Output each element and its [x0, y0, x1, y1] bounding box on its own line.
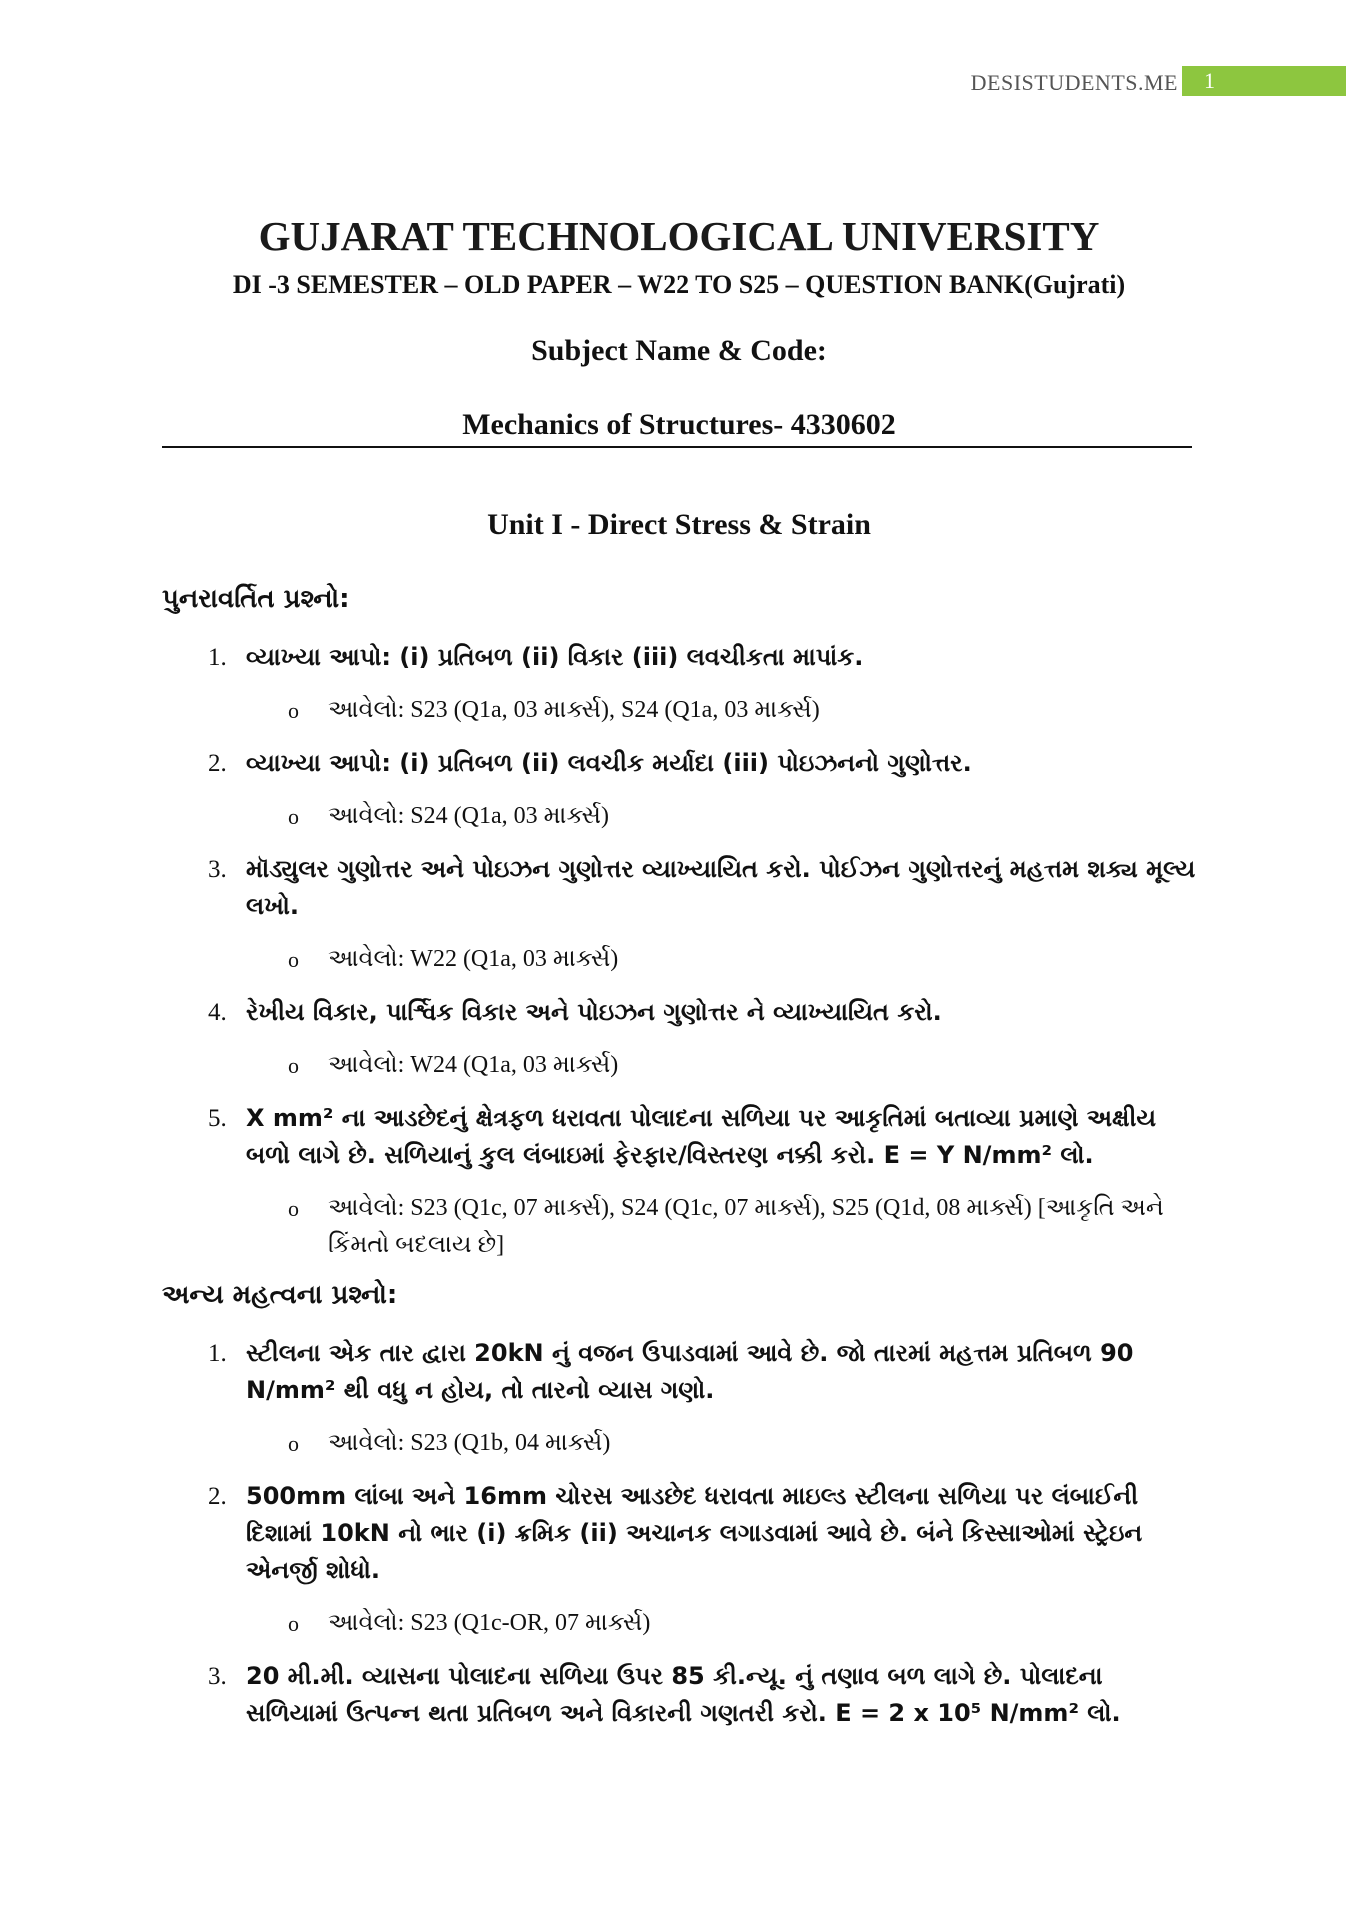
site-brand: DESISTUDENTS.ME: [970, 70, 1178, 95]
question-item: [162, 851, 1202, 925]
question-text: મૉડ્યુલર ગુણોત્તર અને પોઇઝન ગુણોત્તર વ્યાખ્યાયિત કરો. પોઈઝન ગુણોત્તરનું મહત્તમ શક્ય મૂલ્ય લખો.: [246, 855, 1196, 920]
circle-bullet-icon: o: [288, 1196, 299, 1221]
asked-text: આવેલો: S23 (Q1b, 04 માર્ક્સ): [328, 1430, 611, 1456]
question-number: 5.: [208, 1105, 227, 1132]
question-item: [162, 639, 1202, 676]
asked-info: [162, 1190, 1202, 1264]
question-text: સ્ટીલના એક તાર દ્વારા 20kN નું વજન ઉપાડવામાં આવે છે. જો તારમાં મહત્તમ પ્રતિબળ 90 N/mm² થી વધુ ન હોય, તો તારનો વ્યાસ ગણો.: [246, 1339, 1134, 1404]
question-number: 1.: [208, 644, 227, 671]
asked-info: [162, 1605, 1202, 1642]
page-number-badge: 1: [1182, 66, 1346, 96]
circle-bullet-icon: o: [288, 1053, 299, 1078]
asked-info: [162, 1047, 1202, 1084]
question-item: [162, 994, 1202, 1031]
asked-text: આવેલો: W24 (Q1a, 03 માર્ક્સ): [328, 1052, 619, 1078]
circle-bullet-icon: o: [288, 947, 299, 972]
asked-text: આવેલો: S24 (Q1a, 03 માર્ક્સ): [328, 803, 609, 829]
question-text: વ્યાખ્યા આપો: (i) પ્રતિબળ (ii) વિકાર (iii) લવચીકતા માપાંક.: [246, 643, 864, 671]
question-text: 20 મી.મી. વ્યાસના પોલાદના સળિયા ઉપર 85 કી.ન્યૂ. નું તણાવ બળ લાગે છે. પોલાદના સળિયામાં ઉત્પન્ન થતા પ્રતિબળ અને વિકારની ગણતરી કરો. E = 2 x 10⁵ N/mm² લો.: [246, 1662, 1121, 1727]
section-title: અન્ય મહત્વના પ્રશ્નો:: [162, 1280, 398, 1310]
question-text: રેખીય વિકાર, પાર્શ્વિક વિકાર અને પોઇઝન ગુણોત્તર ને વ્યાખ્યાયિત કરો.: [246, 998, 942, 1026]
asked-text: આવેલો: S23 (Q1c, 07 માર્ક્સ), S24 (Q1c, 07 માર્ક્સ), S25 (Q1d, 08 માર્ક્સ) [આકૃતિ અને કિંમતો બદલાય છે]: [328, 1195, 1164, 1258]
subject-label: Subject Name & Code:: [531, 334, 827, 367]
asked-info: [162, 798, 1202, 835]
section-title: પુનરાવર્તિત પ્રશ્નો:: [162, 584, 350, 614]
question-item: [162, 1478, 1202, 1589]
question-number: 4.: [208, 999, 227, 1026]
asked-text: આવેલો: S23 (Q1c-OR, 07 માર્ક્સ): [328, 1610, 651, 1636]
asked-text: આવેલો: W22 (Q1a, 03 માર્ક્સ): [328, 946, 619, 972]
circle-bullet-icon: o: [288, 804, 299, 829]
question-number: 3.: [208, 1663, 227, 1690]
question-text: વ્યાખ્યા આપો: (i) પ્રતિબળ (ii) લવચીક મર્યાદા (iii) પોઇઝનનો ગુણોત્તર.: [246, 749, 972, 777]
section-other-important-questions: [162, 1280, 1202, 1732]
document-title: GUJARAT TECHNOLOGICAL UNIVERSITY: [258, 213, 1100, 259]
circle-bullet-icon: o: [288, 1611, 299, 1636]
question-number: 3.: [208, 856, 227, 883]
question-text: 500mm લાંબા અને 16mm ચોરસ આડછેદ ધરાવતા માઇલ્ડ સ્ટીલના સળિયા પર લંબાઈની દિશામાં 10kN નો ભાર (i) ક્રમિક (ii) અચાનક લગાડવામાં આવે છે. બંને કિસ્સાઓમાં સ્ટ્રેઇન એનર્જી શોધો.: [246, 1482, 1143, 1584]
question-number: 2.: [208, 1483, 227, 1510]
circle-bullet-icon: o: [288, 1431, 299, 1456]
question-item: [162, 1100, 1202, 1174]
asked-info: [162, 1425, 1202, 1462]
question-item: [162, 1335, 1202, 1409]
unit-heading: Unit I - Direct Stress & Strain: [487, 508, 871, 541]
section-repeated-questions: [162, 584, 1202, 1264]
divider-rule: [162, 446, 1192, 448]
asked-info: [162, 941, 1202, 978]
question-item: [162, 1658, 1202, 1732]
question-content: [162, 584, 1202, 1748]
asked-text: આવેલો: S23 (Q1a, 03 માર્ક્સ), S24 (Q1a, 03 માર્ક્સ): [328, 697, 820, 723]
document-subtitle: DI -3 SEMESTER – OLD PAPER – W22 TO S25 – QUESTION BANK(Gujrati): [232, 270, 1126, 299]
asked-info: [162, 692, 1202, 729]
question-text: X mm² ના આડછેદનું ક્ષેત્રફળ ધરાવતા પોલાદના સળિયા પર આકૃતિમાં બતાવ્યા પ્રમાણે અક્ષીય બળો લાગે છે. સળિયાનું કુલ લંબાઇમાં ફેરફાર/વિસ્તરણ નક્કી કરો. E = Y N/mm² લો.: [246, 1104, 1156, 1169]
subject-name: Mechanics of Structures- 4330602: [462, 408, 896, 441]
question-number: 1.: [208, 1340, 227, 1367]
question-item: [162, 745, 1202, 782]
question-number: 2.: [208, 750, 227, 777]
circle-bullet-icon: o: [288, 698, 299, 723]
